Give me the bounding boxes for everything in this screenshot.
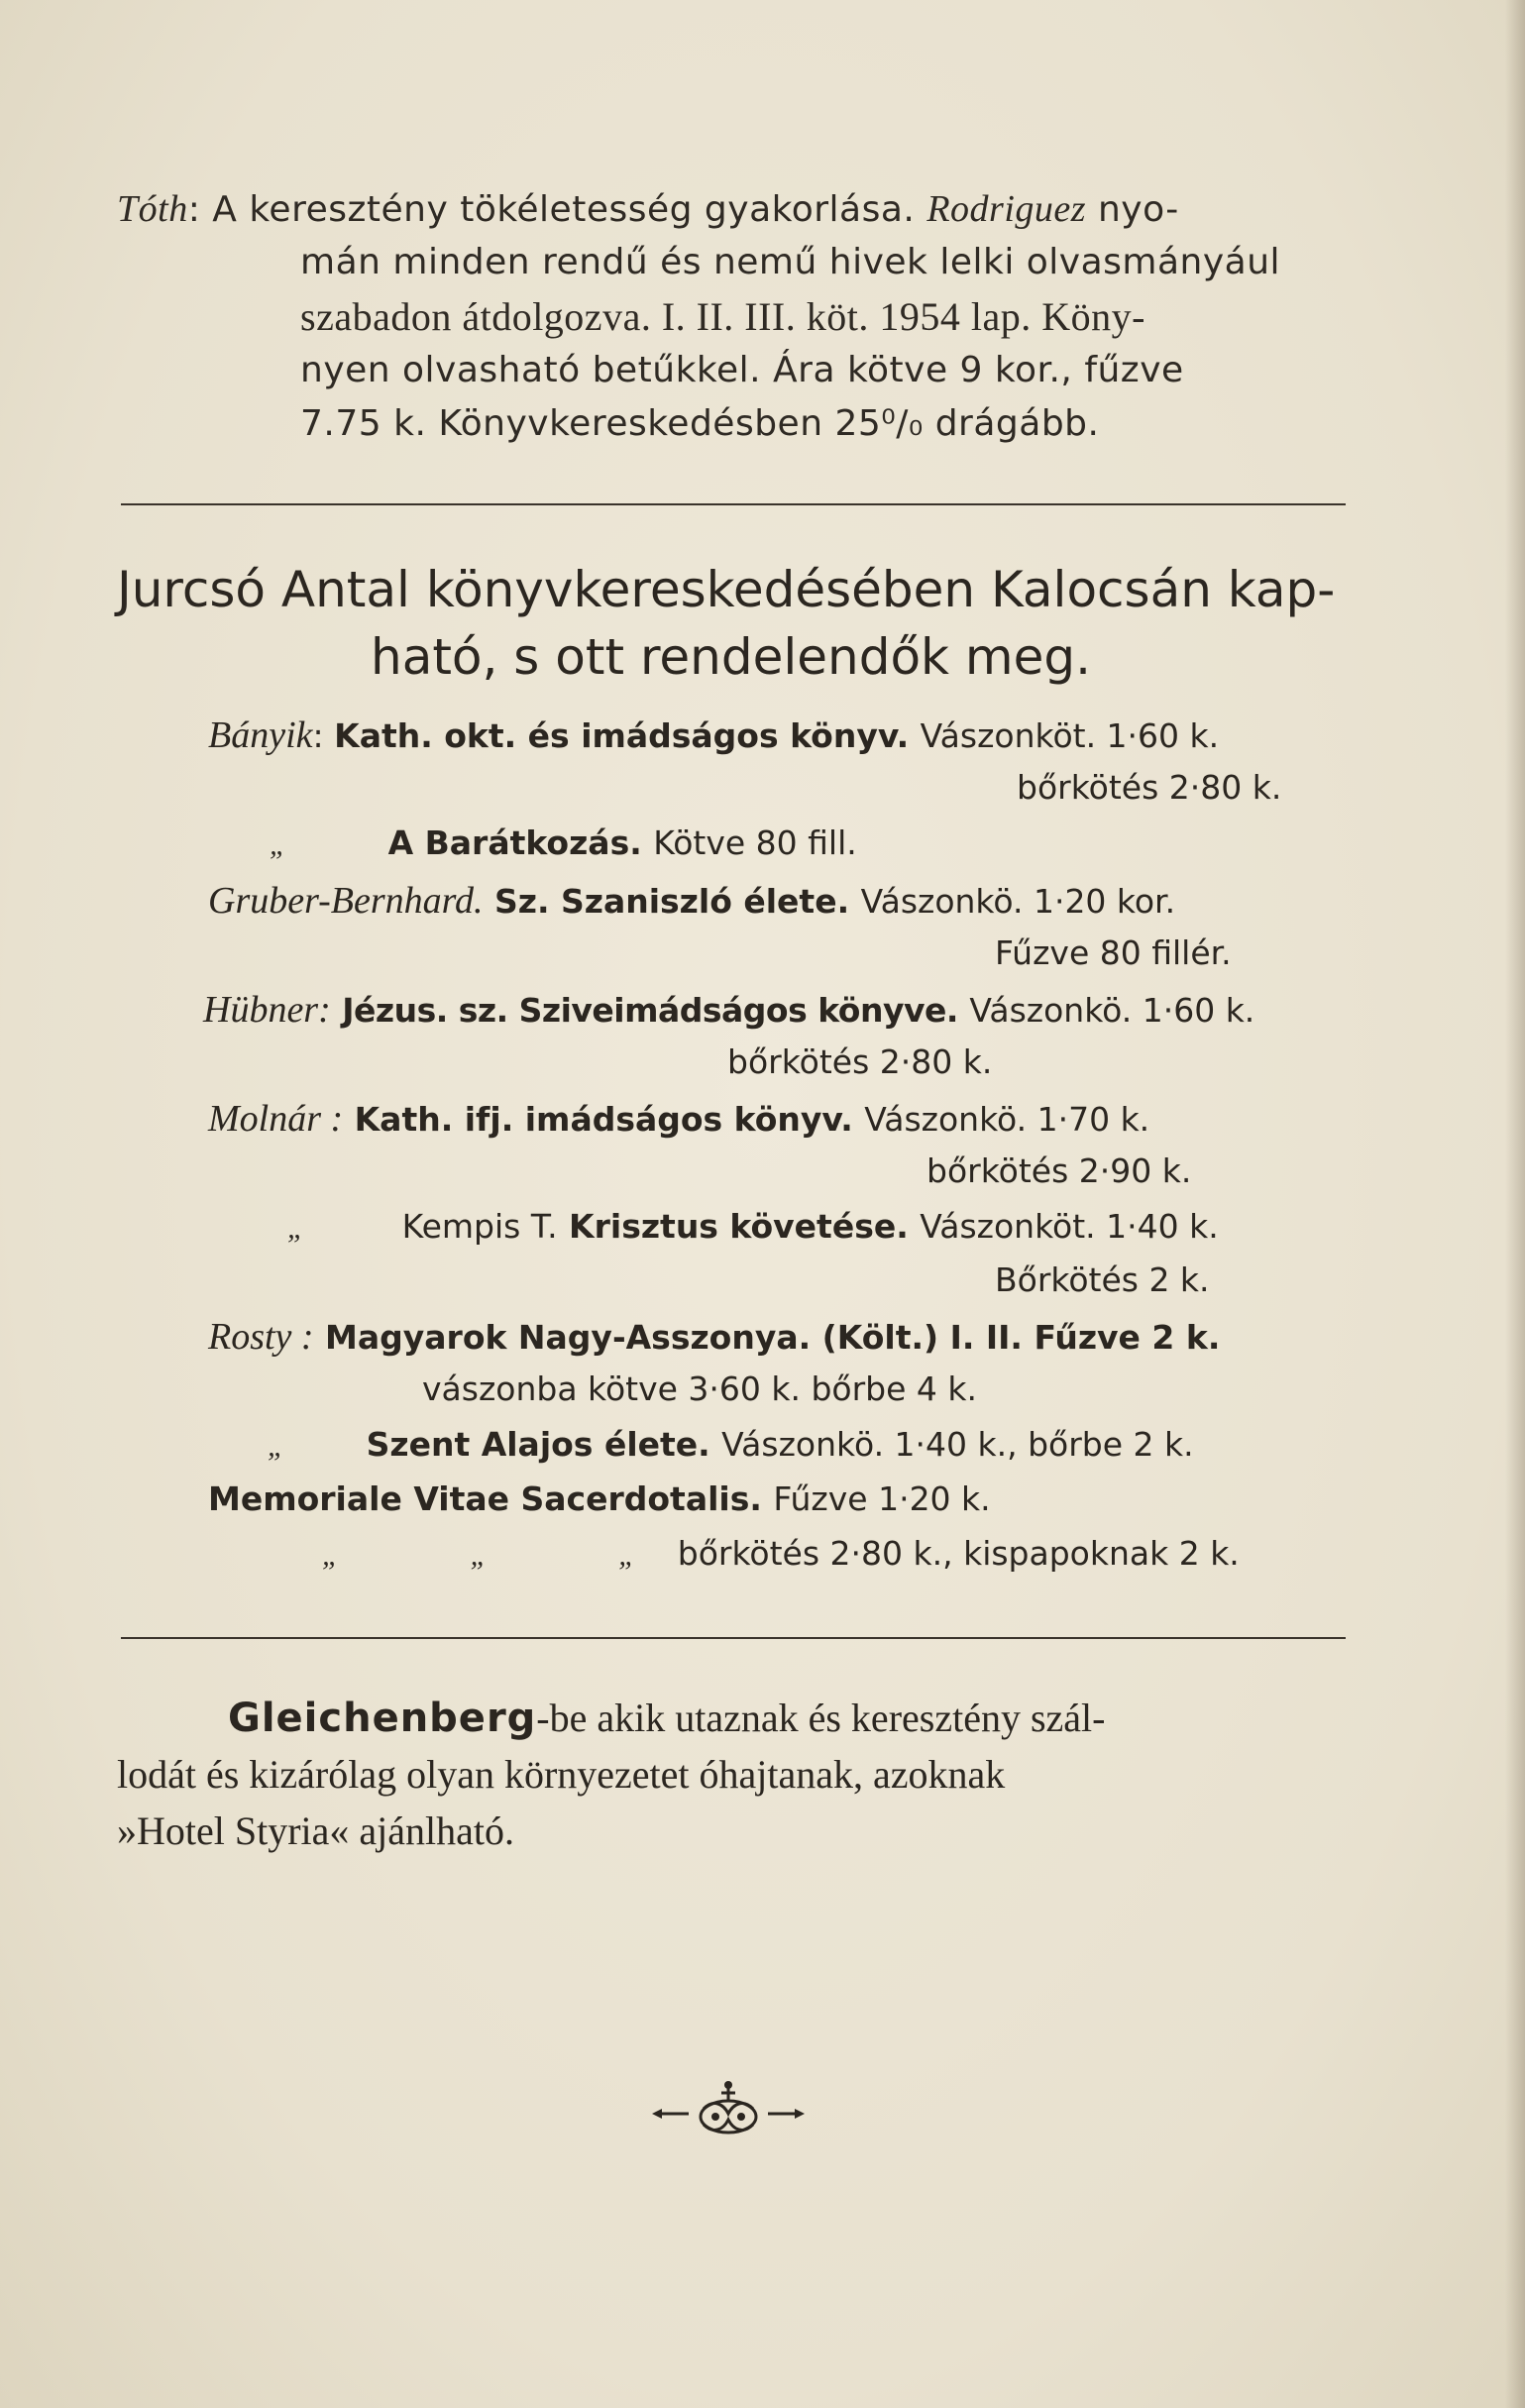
listing-price: Vászonkö. 1·20 kor.: [860, 882, 1176, 921]
divider-rule-bottom: [121, 1637, 1346, 1639]
gleichenberg-line-1: [228, 1690, 1105, 1747]
divider-rule-top: [121, 503, 1346, 505]
listing-price: bőrkötés 2·80 k., kispapoknak 2 k.: [677, 1534, 1240, 1573]
toth-line-4: nyen olvasható betűkkel. Ára kötve 9 kor., fűzve: [300, 350, 1184, 390]
listing-kempis: [287, 1206, 1219, 1247]
toth-author: Tóth: [117, 188, 188, 230]
ditto-mark: „: [470, 1539, 488, 1572]
listing-memoriale: [208, 1478, 991, 1519]
listing-author: Molnár :: [208, 1098, 344, 1140]
listing-title: Szent Alajos élete.: [366, 1425, 710, 1464]
bookshop-heading-line-2: ható, s ott rendelendők meg.: [371, 628, 1091, 686]
listing-title: Sz. Szaniszló élete.: [493, 882, 850, 921]
listing-banyik: Bányik: Kath. okt. és imádságos könyv. Vászonköt. 1·60 k.: [208, 714, 1220, 756]
listing-hubner-price2: bőrkötés 2·80 k.: [727, 1042, 993, 1081]
gleichenberg-line-2: lodát és kizárólag olyan környezetet óhajtanak, azoknak: [117, 1752, 1006, 1797]
listing-price: Vászonköt. 1·40 k.: [920, 1207, 1219, 1246]
ditto-mark: „: [287, 1212, 304, 1245]
listing-rosty: [208, 1315, 1220, 1359]
listing-author: Gruber-Bernhard.: [208, 880, 484, 922]
listing-price: Vászonkö. 1·70 k.: [864, 1100, 1150, 1139]
listing-kempis-price2: Bőrkötés 2 k.: [995, 1260, 1210, 1299]
listing-title-author: Kempis T.: [401, 1207, 558, 1246]
listing-banyik-price2: bőrkötés 2·80 k.: [1017, 768, 1282, 807]
fleuron-ornament-icon: [644, 2079, 813, 2148]
listing-alajos: [268, 1424, 1194, 1465]
listing-price: Fűzve 1·20 k.: [773, 1479, 991, 1518]
listing-author: Hübner:: [203, 989, 331, 1031]
listing-title: Kath. okt. és imádságos könyv.: [334, 716, 910, 755]
listing-title: Kath. ifj. imádságos könyv.: [354, 1100, 853, 1139]
listing-rosty-price2: vászonba kötve 3·60 k. bőrbe 4 k.: [422, 1369, 978, 1408]
listing-baratkozas: [270, 822, 857, 863]
ditto-mark: „: [618, 1539, 635, 1572]
toth-line-5: 7.75 k. Könyvkereskedésben 25⁰/₀ drágább.: [300, 403, 1100, 444]
listing-price: Vászonkö. 1·60 k.: [969, 991, 1255, 1030]
listing-price: Kötve 80 fill.: [653, 823, 857, 862]
ditto-mark: „: [322, 1539, 339, 1572]
toth-source-author: Rodriguez: [926, 188, 1087, 230]
bookshop-heading-line-1: Jurcsó Antal könyvkereskedésében Kalocsán kap-: [117, 561, 1336, 618]
gleichenberg-brand: Gleichenberg: [228, 1696, 537, 1741]
listing-author: Bányik: [208, 714, 313, 756]
listing-molnar: [208, 1097, 1149, 1141]
listing-memoriale-2: [322, 1533, 1240, 1574]
listing-price: Vászonköt. 1·60 k.: [920, 716, 1220, 755]
toth-line-3: szabadon átdolgozva. I. II. III. köt. 1954 lap. Köny-: [300, 294, 1145, 339]
listing-price: Vászonkö. 1·40 k., bőrbe 2 k.: [721, 1425, 1194, 1464]
gleichenberg-line-3: »Hotel Styria« ajánlható.: [117, 1808, 515, 1853]
listing-title: A Barátkozás.: [387, 823, 642, 862]
listing-molnar-price2: bőrkötés 2·90 k.: [926, 1151, 1192, 1190]
page-spine-shadow: [1505, 0, 1525, 2408]
gleichenberg-line1-rest: -be akik utaznak és keresztény szál-: [536, 1696, 1106, 1740]
listing-title: Jézus. sz. Sziveimádságos könyve.: [342, 991, 958, 1030]
listing-price: Fűzve 2 k.: [1034, 1318, 1221, 1357]
listing-title: Magyarok Nagy-Asszonya. (Költ.) I. II.: [325, 1318, 1023, 1357]
ditto-mark: „: [268, 1430, 284, 1463]
toth-title: A keresztény tökéletesség gyakorlása.: [212, 189, 916, 230]
ditto-mark: „: [270, 828, 286, 861]
toth-line1-end: nyo-: [1097, 189, 1179, 230]
listing-hubner: [203, 988, 1254, 1032]
listing-gruber: [208, 879, 1175, 923]
listing-author: Rosty :: [208, 1316, 314, 1358]
listing-gruber-price2: Fűzve 80 fillér.: [995, 933, 1232, 972]
toth-line-1: Tóth: A keresztény tökéletesség gyakorlása. Rodriguez nyo-: [117, 188, 1179, 230]
listing-title: Memoriale Vitae Sacerdotalis.: [208, 1479, 762, 1518]
listing-title: Krisztus követése.: [569, 1207, 909, 1246]
toth-line-2: mán minden rendű és nemű hivek lelki olvasmányául: [300, 242, 1281, 282]
